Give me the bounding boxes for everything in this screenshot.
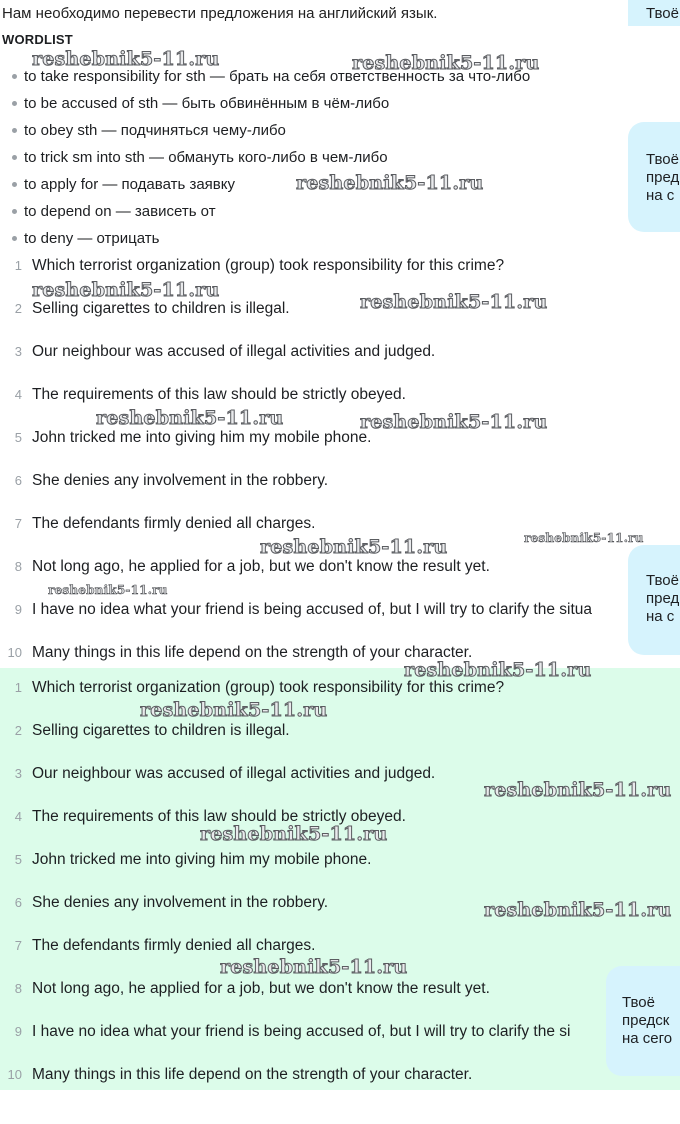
watermark: reshebnik5-11.ru	[48, 583, 168, 597]
bullet-icon	[12, 155, 17, 160]
bullet-icon	[12, 182, 17, 187]
watermark: reshebnik5-11.ru	[32, 48, 220, 70]
sentence-row: 3 Our neighbour was accused of illegal activities and judged.	[14, 343, 436, 360]
watermark: reshebnik5-11.ru	[260, 536, 448, 558]
watermark: reshebnik5-11.ru	[404, 659, 592, 681]
sentence-row: 8 Not long ago, he applied for a job, but we don't know the result yet.	[14, 558, 490, 575]
wordlist-item: to deny — отрицать	[12, 229, 159, 249]
bullet-icon	[12, 209, 17, 214]
answer-row: 2 Selling cigarettes to children is illegal.	[14, 722, 290, 739]
sentence-row: 2 Selling cigarettes to children is illegal.	[14, 300, 290, 317]
bullet-icon	[12, 101, 17, 106]
watermark: reshebnik5-11.ru	[360, 291, 548, 313]
sentence-row: 6 She denies any involvement in the robbery.	[14, 472, 329, 489]
watermark: reshebnik5-11.ru	[220, 956, 408, 978]
answer-row: 9 I have no idea what your friend is being accused of, but I will try to clarify the si	[14, 1023, 571, 1040]
watermark: reshebnik5-11.ru	[96, 407, 284, 429]
watermark: reshebnik5-11.ru	[352, 52, 540, 74]
watermark: reshebnik5-11.ru	[524, 531, 644, 545]
answer-row: 3 Our neighbour was accused of illegal activities and judged.	[14, 765, 436, 782]
watermark: reshebnik5-11.ru	[484, 899, 672, 921]
answer-row: 8 Not long ago, he applied for a job, but we don't know the result yet.	[14, 980, 490, 997]
watermark: reshebnik5-11.ru	[200, 823, 388, 845]
prediction-bubble[interactable]: Твоё пред на с	[628, 545, 680, 655]
wordlist-item: to take responsibility for sth — брать на себя ответственность за что-либо	[12, 67, 530, 87]
watermark: reshebnik5-11.ru	[140, 699, 328, 721]
prediction-bubble[interactable]: Твоё пред на с	[628, 122, 680, 232]
answer-row: 5 John tricked me into giving him my mobile phone.	[14, 851, 372, 868]
sentence-row: 1 Which terrorist organization (group) took responsibility for this crime?	[14, 257, 505, 274]
sentence-row: 9 I have no idea what your friend is being accused of, but I will try to clarify the situa	[14, 601, 593, 618]
prediction-bubble[interactable]: Твоё предск на сего	[606, 966, 680, 1076]
sentence-row: 7 The defendants firmly denied all charges.	[14, 515, 316, 532]
answer-row: 10 Many things in this life depend on the strength of your character.	[7, 1066, 473, 1083]
answer-row: 7 The defendants firmly denied all charges.	[14, 937, 316, 954]
watermark: reshebnik5-11.ru	[484, 779, 672, 801]
watermark: reshebnik5-11.ru	[360, 411, 548, 433]
watermark: reshebnik5-11.ru	[32, 279, 220, 301]
watermark: reshebnik5-11.ru	[296, 172, 484, 194]
wordlist-item: to apply for — подавать заявку	[12, 175, 235, 195]
wordlist-heading: WORDLIST	[2, 32, 73, 47]
answer-row: 1 Which terrorist organization (group) took responsibility for this crime?	[14, 679, 505, 696]
wordlist-item: to depend on — зависеть от	[12, 202, 216, 222]
sentence-row: 5 John tricked me into giving him my mobile phone.	[14, 429, 372, 446]
sentence-row: 10 Many things in this life depend on the strength of your character.	[7, 644, 473, 661]
wordlist-item: to trick sm into sth — обмануть кого-либо в чем-либо	[12, 148, 388, 168]
prediction-bubble-top[interactable]: Твоё	[628, 0, 680, 26]
bullet-icon	[12, 74, 17, 79]
task-instruction: Нам необходимо перевести предложения на английский язык.	[2, 5, 438, 22]
bullet-icon	[12, 128, 17, 133]
wordlist-item: to obey sth — подчиняться чему-либо	[12, 121, 286, 141]
sentence-row: 4 The requirements of this law should be strictly obeyed.	[14, 386, 406, 403]
answer-row: 4 The requirements of this law should be strictly obeyed.	[14, 808, 406, 825]
wordlist-item: to be accused of sth — быть обвинённым в чём-либо	[12, 94, 389, 114]
answer-row: 6 She denies any involvement in the robbery.	[14, 894, 329, 911]
bullet-icon	[12, 236, 17, 241]
